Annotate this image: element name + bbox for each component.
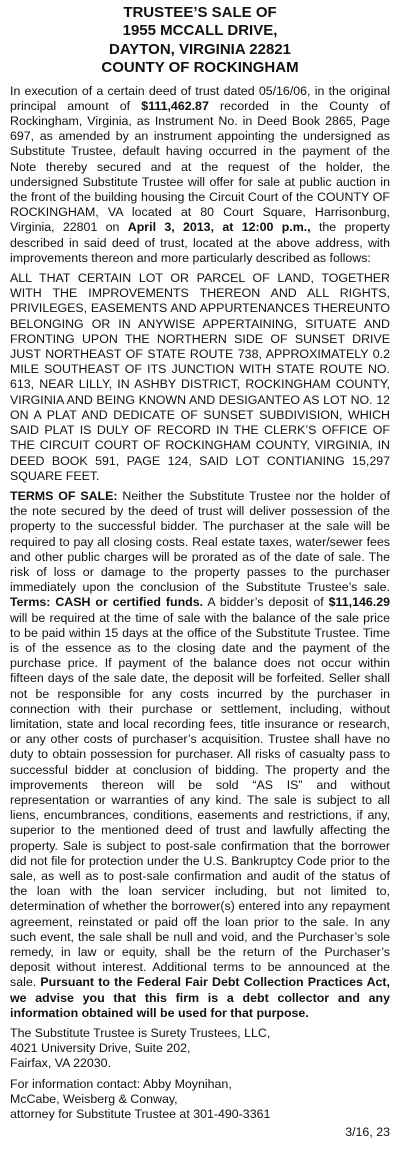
title-line: 1955 MCCALL DRIVE,	[122, 22, 278, 40]
fdcpa-notice: Pursuant to the Federal Fair Debt Collection Practices Act, we advise you that this firm is a debt collector and any information obtained will be used for that purpose.	[10, 975, 390, 1020]
title-line: COUNTY OF ROCKINGHAM	[101, 59, 299, 77]
terms-heading: TERMS OF SALE:	[10, 488, 118, 503]
intro-text: In execution of a certain deed of trust dated 05/16/06, in the original principal amount of	[10, 83, 390, 113]
intro-paragraph	[10, 84, 390, 266]
sale-date: April 3, 2013, at 12:00 p.m.,	[127, 220, 311, 235]
title-line: TRUSTEE’S SALE OF	[123, 4, 277, 21]
terms-paragraph	[10, 489, 390, 1021]
notice-title	[10, 4, 390, 78]
intro-text: the property described in said deed of trust, located at the above address, with improvements thereon and more particularly described as follows:	[10, 220, 390, 265]
contact-info	[10, 1077, 390, 1123]
terms-text: A bidder’s deposit of	[203, 595, 329, 610]
contact-line: attorney for Substitute Trustee at 301-490-3361	[10, 1107, 271, 1122]
payment-terms: Terms: CASH or certified funds.	[10, 595, 204, 610]
trustee-line: Fairfax, VA 22030.	[10, 1056, 112, 1071]
principal-amount: $111,462.87	[141, 98, 209, 113]
terms-text: Neither the Substitute Trustee nor the holder of the note secured by the deed of trust will deliver possession of the property to the successful bidder. The purchaser at the sale will be required to pay all closing costs. Real estate taxes, water/sewer fees and other public charges will be prorated as of the date of sale. The risk of loss or damage to the property passes to the purchaser immediately upon the conclusion of the Substitute Trustee’s sale.	[10, 488, 390, 595]
intro-text: recorded in the County of Rockingham, Virginia, as Instrument No. in Deed Book 2865, Page 697, as amended by an instrument appointing the undersigned as Substitute Trustee, default having occurred in the payment of the Note thereby secured and at the request of the holder, the undersigned Substitute Trustee will offer for sale at public auction in the front of the building housing the Circuit Court of the COUNTY OF ROCKINGHAM, VA located at 80 Court Square, Harrisonburg, Virginia, 22801 on	[10, 98, 391, 235]
trustee-line: 4021 University Drive, Suite 202,	[10, 1041, 191, 1056]
trustee-line: The Substitute Trustee is Surety Trustees, LLC,	[10, 1026, 271, 1041]
trustee-address	[10, 1026, 390, 1072]
legal-description: ALL THAT CERTAIN LOT OR PARCEL OF LAND, TOGETHER WITH THE IMPROVEMENTS THEREON AND ALL RIGHTS, PRIVILEGES, EASEMENTS AND APPURTENANCES THEREUNTO BELONGING OR IN ANYWISE APPERTAINING, SITUATE AND FRONTING UPON THE NORTHERN SIDE OF SUNSET DRIVE JUST NORTHEAST OF STATE ROUTE 738, APPROXIMATELY 0.2 MILE SOUTHEAST OF ITS JUNCTION WITH STATE ROUTE NO. 613, NEAR LILLY, IN ASHBY DISTRICT, ROCKINGHAM COUNTY, VIRGINIA AND BEING KNOWN AND DESIGANTEO AS LOT NO. 12 ON A PLAT AND DEDICATE OF SUNSET SUBDIVISION, WHICH SAID PLAT IS DULY OF RECORD IN THE CLERK’S OFFICE OF THE CIRCUIT COURT OF ROCKINGHAM COUNTY, VIRGINIA, IN DEED BOOK 591, PAGE 124, SAID LOT CONTIANING 15,297 SQUARE FEET.	[10, 271, 390, 483]
deposit-amount: $11,146.29	[328, 595, 390, 610]
contact-line: For information contact: Abby Moynihan,	[10, 1076, 232, 1091]
publication-dates: 3/16, 23	[345, 1125, 390, 1140]
contact-line: McCabe, Weisberg & Conway,	[10, 1091, 178, 1106]
title-line: DAYTON, VIRGINIA 22821	[108, 40, 291, 58]
terms-text: will be required at the time of sale with the balance of the sale price to be paid within 15 days at the office of the Substitute Trustee. Time is of the essence as to the closing date and the payment of the purchase price. If payment of the balance does not occur within fifteen days of the sale date, the deposit will be forfeited. Seller shall not be responsible for any costs incurred by the purchaser in connection with their purchase or settlement, including, without limitation, state and local recording fees, title insurance or research, or any other costs of purchaser’s acquisition. Trustee shall have no duty to obtain possession for purchaser. All risks of casualty pass to successful bidder at conclusion of bidding. The property and the improvements thereon will be sold “AS IS” and without representation or warranties of any kind. The sale is subject to all liens, encumbrances, conditions, easements and restrictions, if any, superior to the mentioned deed of trust and lawfully affecting the property. Sale is subject to post-sale confirmation that the borrower did not file for protection under the U.S. Bankruptcy Code prior to the sale, as well as to post-sale confirmation and audit of the status of the loan with the loan servicer including, but not limited to, determination of whether the borrower(s) entered into any repayment agreement, reinstated or paid off the loan prior to the sale. In any such event, the sale shall be null and void, and the Purchaser’s sole remedy, in law or equity, shall be the return of the Purchaser’s deposit without interest. Additional terms to be announced at the sale.	[10, 610, 390, 990]
